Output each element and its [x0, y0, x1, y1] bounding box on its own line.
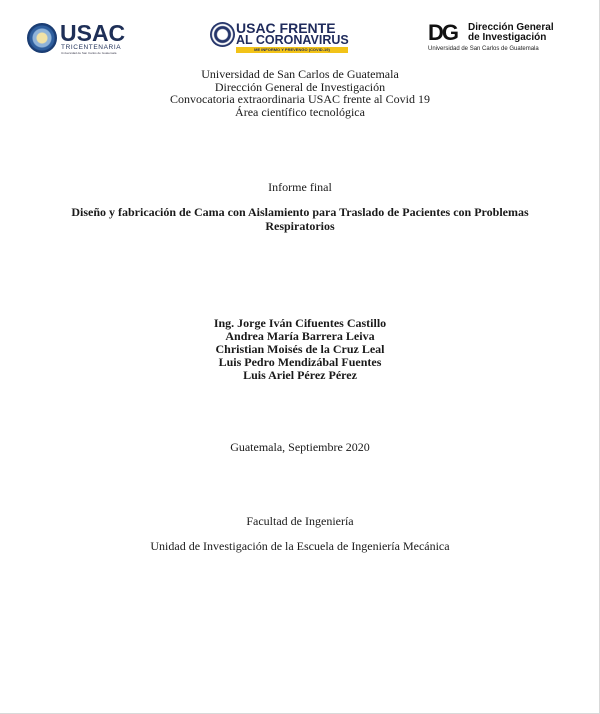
dgi-mark-icon: DG [428, 20, 457, 45]
author-name: Luis Ariel Pérez Pérez [243, 368, 357, 382]
area-name: Área científico tecnológica [235, 104, 365, 119]
dgi-logo-line2: de Investigación [468, 32, 547, 43]
authors-list [0, 317, 600, 382]
usac-logo-university: Universidad de San Carlos de Guatemala [61, 51, 117, 55]
dgi-logo [428, 20, 553, 56]
research-unit-text: Unidad de Investigación de la Escuela de Ingeniería Mecánica [150, 539, 450, 553]
dgi-logo-university: Universidad de San Carlos de Guatemala [428, 46, 539, 52]
usac-logo [27, 22, 127, 56]
report-type-text: Informe final [268, 180, 332, 194]
faculty [0, 514, 600, 528]
research-unit [0, 539, 600, 553]
dgi-logo-line1: Dirección General [468, 22, 554, 33]
frente-logo-tagline: ME INFORMO Y PREVENGO (COVID-19) [236, 47, 348, 53]
frente-logo-line1: USAC FRENTE [236, 20, 336, 36]
usac-logo-sub: TRICENTENARIA [61, 44, 122, 51]
document-title-text: Diseño y fabricación de Cama con Aislamiento para Traslado de Pacientes con Problemas Respiratorios [71, 205, 529, 233]
author-name: Luis Pedro Mendizábal Fuentes [218, 355, 382, 369]
usac-logo-word: USAC [60, 20, 126, 46]
report-type [0, 180, 600, 194]
directorate-name: Dirección General de Investigación [214, 79, 386, 94]
call-name: Convocatoria extraordinaria USAC frente al Covid 19 [170, 92, 430, 106]
place-date [0, 440, 600, 454]
faculty-text: Facultad de Ingeniería [246, 514, 354, 528]
author-name: Andrea María Barrera Leiva [225, 329, 375, 343]
author-name: Ing. Jorge Iván Cifuentes Castillo [213, 316, 387, 330]
author-name: Christian Moisés de la Cruz Leal [215, 342, 385, 356]
frente-logo-line2: AL CORONAVIRUS [236, 33, 349, 47]
usac-seal-icon [27, 23, 57, 53]
place-date-text: Guatemala, Septiembre 2020 [230, 440, 370, 454]
document-title [0, 205, 600, 233]
coronavirus-icon [210, 22, 235, 47]
institution-block [0, 68, 600, 118]
usac-frente-coronavirus-logo [210, 21, 350, 56]
university-name: Universidad de San Carlos de Guatemala [201, 67, 399, 81]
